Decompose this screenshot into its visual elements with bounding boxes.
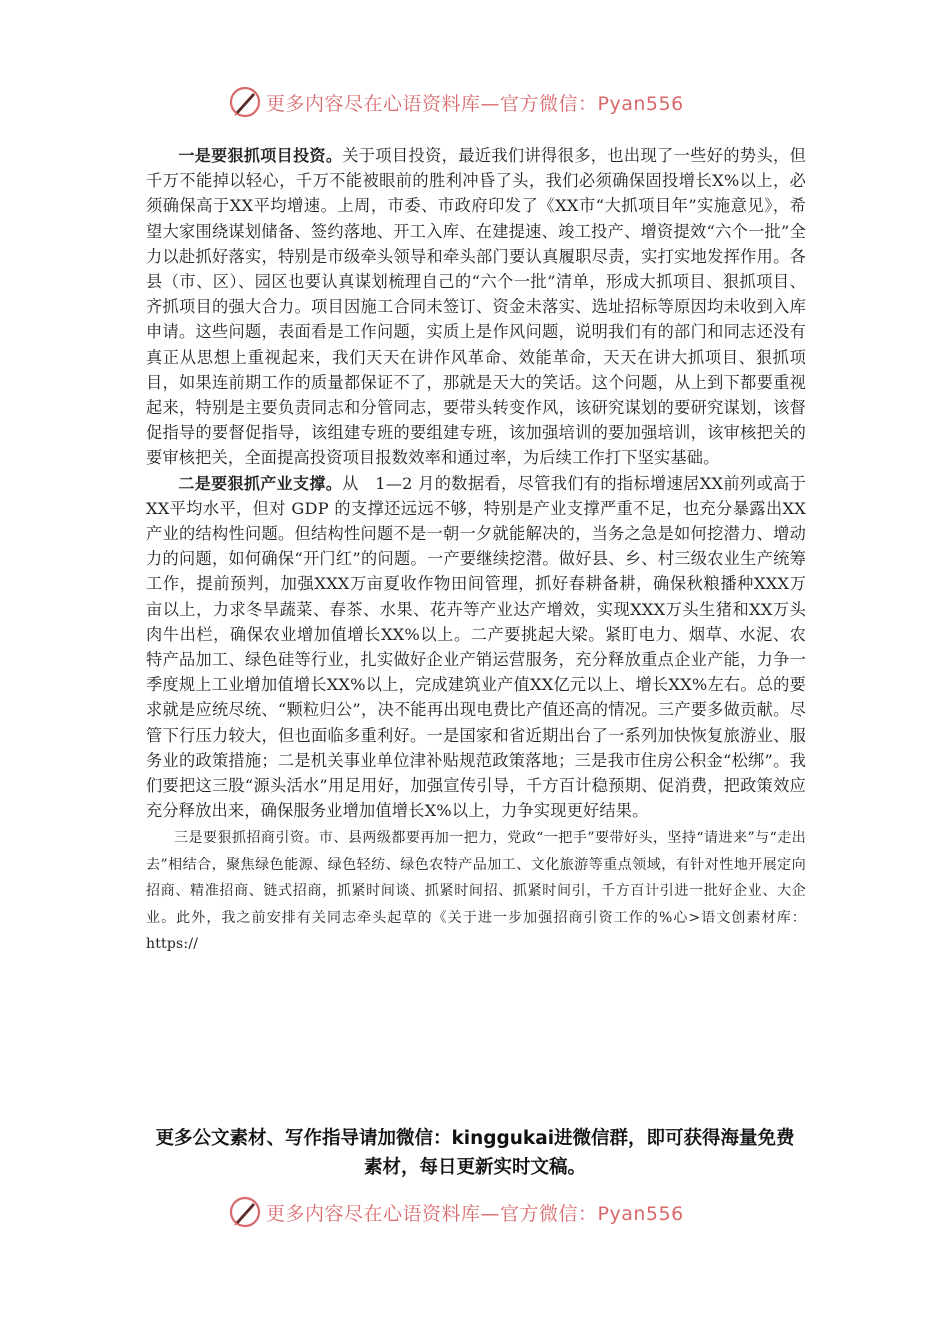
paragraph-body: 关于项目投资，最近我们讲得很多，也出现了一些好的势头，但千万不能掉以轻心，千万不能被眼前的胜利冲昏了头，我们必须确保固投增长X%以上，必须确保高于XX平均增速。上周，市委、市政府印发了《XX市“大抓项目年”实施意见》，希望大家围绕谋划储备、签约落地、开工入库、在建提速、竣工投产、增资提效“六个一批”全力以赴抓好落实，特别是市级牵头领导和牵头部门要认真履职尽责，实打实地发挥作用。各县（市、区）、园区也要认真谋划梳理自己的“六个一批”清单，形成大抓项目、狠抓项目、齐抓项目的强大合力。项目因施工合同未签订、资金未落实、选址招标等原因均未收到入库申请。这些问题，表面看是工作问题，实质上是作风问题，说明我们有的部门和同志还没有真正从思想上重视起来，我们天天在讲作风革命、效能革命，天天在讲大抓项目、狠抓项目，如果连前期工作的质量都保证不了，那就是天大的笑话。这个问题，从上到下都要重视起来，特别是主要负责同志和分管同志，要带头转变作风，该研究谋划的要研究谋划，该督促指导的要督促指导，该组建专班的要组建专班，该加强培训的要加强培训，该审核把关的要审核把关，全面提高投资项目报数效率和通过率，为后续工作打下坚实基础。: [146, 146, 806, 468]
pen-logo-icon: [228, 85, 262, 119]
footer-banner: [228, 1192, 748, 1232]
paragraph-body: 从 1—2 月的数据看，尽管我们有的指标增速居XX前列或高于XX平均水平，但对 GDP 的支撑还远远不够，特别是产业支撑严重不足，也充分暴露出XX产业的结构性问题。但结构性问题不是一朝一夕就能解决的，当务之急是如何挖潜力、增动力的问题，如何确保“开门红”的问题。一产要继续挖潜。做好县、乡、村三级农业生产统筹工作，提前预判，加强XXX万亩夏收作物田间管理，抓好春耕备耕，确保秋粮播种XXX万亩以上，力求冬旱蔬菜、春茶、水果、花卉等产业达产增效，实现XXX万头生猪和XX万头肉牛出栏，确保农业增加值增长XX%以上。二产要挑起大梁。紧盯电力、烟草、水泥、农特产品加工、绿色硅等行业，扎实做好企业产销运营服务，充分释放重点企业产能，力争一季度规上工业增加值增长XX%以上，完成建筑业产值XX亿元以上、增长XX%左右。总的要求就是应统尽统、“颗粒归公”，决不能再出现电费比产值还高的情况。三产要多做贡献。尽管下行压力较大，但也面临多重利好。一是国家和省近期出台了一系列加快恢复旅游业、服务业的政策措施；二是机关事业单位津补贴规范政策落地；三是我市住房公积金“松绑”。我们要把这三股“源头活水”用足用好，加强宣传引导，千方百计稳预期、促消费，把政策效应充分释放出来，确保服务业增加值增长X%以上，力争实现更好结果。: [146, 473, 806, 821]
pen-logo-icon: [228, 1195, 262, 1229]
banner-text: 更多内容尽在心语资料库—官方微信：Pyan556: [266, 92, 684, 115]
header-banner: [228, 82, 748, 122]
paragraph-lead: 一是要狠抓项目投资。: [178, 146, 343, 165]
paragraph-body: 三是要狠抓招商引资。市、县两级都要再加一把力，党政“一把手”要带好头，坚持“请进来”与“走出去”相结合，聚焦绿色能源、绿色轻纺、绿色农特产品加工、文化旅游等重点领域，有针对性地开展定向招商、精准招商、链式招商，抓紧时间谈、抓紧时间招、抓紧时间引，千方百计引进一批好企业、大企业。此外，我之前安排有关同志牵头起草的《关于进一步加强招商引资工作的%心>语文创素材库：https://: [146, 830, 806, 953]
paragraph-project-investment: [146, 143, 806, 471]
footer-note: 更多公文素材、写作指导请加微信：kinggukai进微信群，即可获得海量免费素材，每日更新实时文稿。: [155, 1128, 795, 1178]
document-body: [146, 143, 806, 958]
paragraph-industry-support: [146, 471, 806, 824]
paragraph-investment-attraction: [146, 825, 806, 958]
banner-text: 更多内容尽在心语资料库—官方微信：Pyan556: [266, 1202, 684, 1225]
paragraph-lead: 二是要狠抓产业支撑。: [178, 473, 343, 493]
